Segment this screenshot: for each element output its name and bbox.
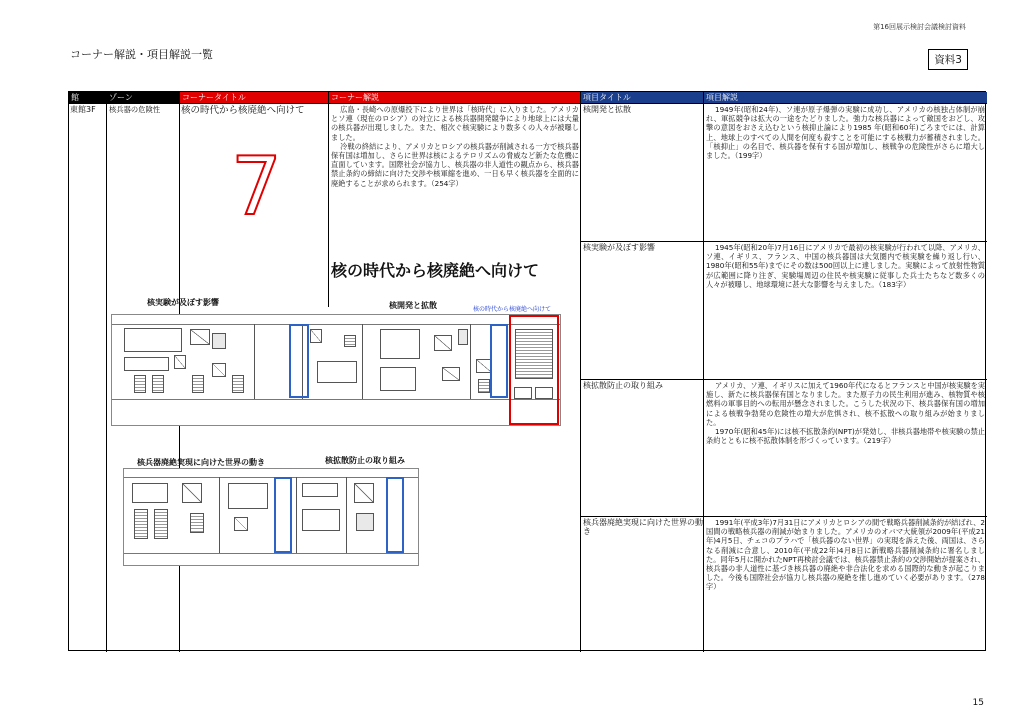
item-title-4: 核兵器廃絶実現に向けた世界の動き [583,518,703,537]
label-nuclear-tests: 核実験が及ぼす影響 [147,298,219,307]
item-desc-2: 1945年(昭和20年)7月16日にアメリカで最初の核実験が行われて以降、アメリカ、ソ連、イギリス、フランス、中国の核兵器国は大気圏内で核実験を繰り返し行い、1980年(昭和55年)までにその数は500回以上に達しました。実験によって放射性物質が広範囲に降り注ぎ、実験場周辺の住民や核実験に従事した兵士たちなど数多くの人々が被曝し、地球環境に甚大な影響を与えました。（183字） [706,243,985,289]
cell-building: 東館3F [70,105,96,114]
floor-plan-lower [123,468,419,566]
corner-desc-paragraph-2: 冷戦の終結により、アメリカとロシアの核兵器が削減される一方で核兵器保有国は増加し、さらに世界は核によるテロリズムの脅威など新たな危機に直面しています。国際社会が協力し、核兵器の非人道性の観点から、核兵器禁止条約の締結に向けた交渉や核軍縮を進め、一日も早く核兵器を全面的に廃絶することが求められます。（254字） [331,141,579,188]
label-development: 核開発と拡散 [389,301,437,310]
item-title-3: 核拡散防止の取り組み [583,381,663,390]
item-title-2: 核実験が及ぼす影響 [583,243,655,252]
label-abolition: 核兵器廃絶実現に向けた世界の動き [137,458,265,467]
header-item-title: 項目タイトル [581,92,703,103]
corner-desc-paragraph-1: 広島・長崎への原爆投下により世界は「核時代」に入りました。アメリカとソ連（現在のロシア）の対立による核兵器開発競争により地球上には大量の核兵器が出現しました。また、相次ぐ核実験により数多くの人々が被曝しました。 [331,105,579,142]
header-corner-desc: コーナー解説 [329,92,580,103]
floor-plan-upper [111,314,561,426]
item-desc-1: 1949年(昭和24年)、ソ連が原子爆弾の実験に成功し、アメリカの核独占体制が崩れ、軍拡競争は拡大の一途をたどりました。強力な核兵器によって敵国をおどし、攻撃の意図をおさえ込むという核抑止論により1985 年(昭和60年)ごろまでには、計算上、地球上のすべての人間を何度も殺すことを可能にする核戦力が蓄積されました。「核抑止」の名目で、核兵器を保有する国が増加し、核戦争の危険性がさらに増大しました。（199字） [706,105,985,161]
cell-zone: 核兵器の危険性 [109,105,161,114]
cell-corner-desc [331,105,579,188]
header-item-desc: 項目解説 [704,92,987,103]
meeting-label: 第16回展示検討会議検討資料 [873,23,966,31]
item-desc-4: 1991年(平成3年)7月31日にアメリカとロシアの間で戦略兵器削減条約が結ばれ、2国間の戦略核兵器の削減が始まりました。アメリカのオバマ大統領が2009年(平成21年)4月5日、チェコのプラハで「核兵器のない世界」の実現を訴えた後、両国は、さらなる削減に合意し、2010年(平成22年)4月8日に新戦略兵器削減条約に署名しました。同年5月に開かれたNPT再検討会議では、核兵器禁止条約の交渉開始が提案され、核兵器の非人道性に基づき核兵器の廃絶や非合法化を求める国際的な動きが起こりました。今後も国際社会が協力し核兵器の廃絶を推し進めていく必要があります。（278字） [706,518,985,592]
corner-heading: 核の時代から核廃絶へ向けて [331,261,540,280]
header-building: 館 [69,92,106,103]
cell-corner-title: 核の時代から核廃絶へ向けて [181,105,305,116]
exhibit-table [68,91,986,651]
corner-number: 7 [231,140,282,233]
header-corner-title: コーナータイトル [180,92,328,103]
document-title: コーナー解説・項目解説一覧 [70,48,213,61]
item-desc-3: アメリカ、ソ連、イギリスに加えて1960年代になるとフランスと中国が核実験を実施し、新たに核兵器保有国となりました。また原子力の民生利用が進み、核物質や核燃料の軍事目的への転用が懸念されました。こうした状況の下、核兵器保有国の増加による核戦争勃発の危険性の増大が危惧され、核不拡散への取り組みが始まりました。 1970年(昭和45年)には核不拡散条約(NPT)が発効し、非核兵器地帯や核実験の禁止条約とともに核不拡散体制を形づくっています。（219字） [706,381,985,446]
label-corner-small: 核の時代から核廃絶へ向けて [473,306,552,313]
document-id-badge: 資料3 [928,49,968,70]
page-number: 15 [972,698,984,708]
header-zone: ゾーン [107,92,179,103]
item-title-1: 核開発と拡散 [583,105,631,114]
label-nonproliferation: 核拡散防止の取り組み [325,456,405,465]
